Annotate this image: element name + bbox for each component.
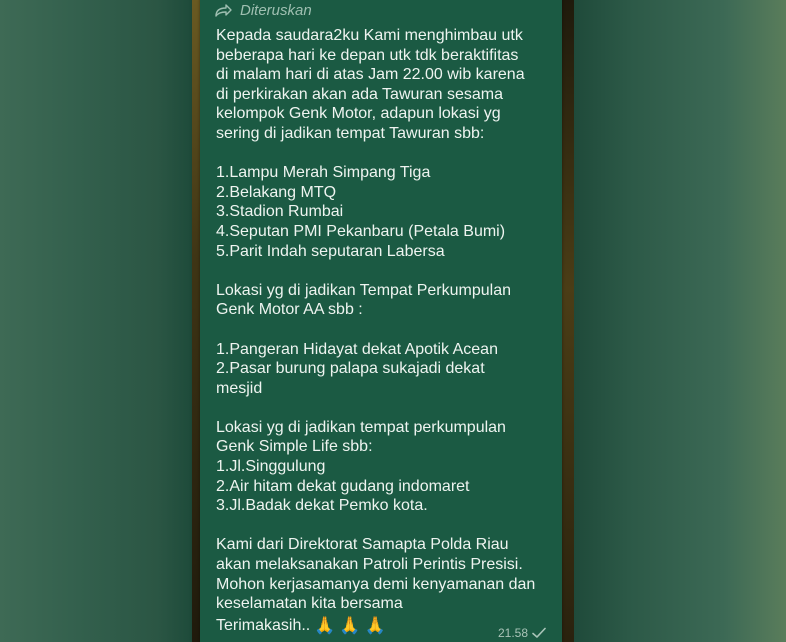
message-meta bbox=[498, 626, 546, 640]
forwarded-indicator bbox=[214, 2, 312, 19]
pray-emoji-icon: 🙏 bbox=[314, 616, 336, 635]
closing-text: Terimakasih.. bbox=[216, 617, 311, 634]
message-footer bbox=[216, 616, 554, 640]
forwarded-label: Diteruskan bbox=[240, 2, 312, 19]
single-check-icon bbox=[532, 627, 546, 639]
closing-line bbox=[216, 616, 386, 635]
pray-emoji-icon: 🙏 bbox=[364, 616, 386, 635]
background-edge-right bbox=[562, 0, 574, 642]
forward-arrow-icon bbox=[214, 4, 232, 18]
pray-emoji-icon: 🙏 bbox=[339, 616, 361, 635]
message-text: Kepada saudara2ku Kami menghimbau utk beberapa hari ke depan utk tdk beraktifitas di malam hari di atas Jam 22.00 wib karena di perkirakan akan ada Tawuran sesama kelompok Genk Motor, adapun lokasi yg sering di jadikan tempat Tawuran sbb: 1.Lampu Merah Simpang Tiga 2.Belakang MTQ 3.Stadion Rumbai 4.Seputan PMI Pekanbaru (Petala Bumi) 5.Parit Indah seputaran Labersa Lokasi yg di jadikan Tempat Perkumpulan Genk Motor AA sbb : 1.Pangeran Hidayat dekat Apotik Acean 2.Pasar burung palapa sukajadi dekat mesjid Lokasi yg di jadikan tempat perkumpulan Genk Simple Life sbb: 1.Jl.Singgulung 2.Air hitam dekat gudang indomaret 3.Jl.Badak dekat Pemko kota. Kami dari Direktorat Samapta Polda Riau akan melaksanakan Patroli Perintis Presisi. Mohon kerjasamanya demi kenyamanan dan keselamatan kita bersama bbox=[216, 27, 536, 613]
message-time: 21.58 bbox=[497, 626, 528, 640]
